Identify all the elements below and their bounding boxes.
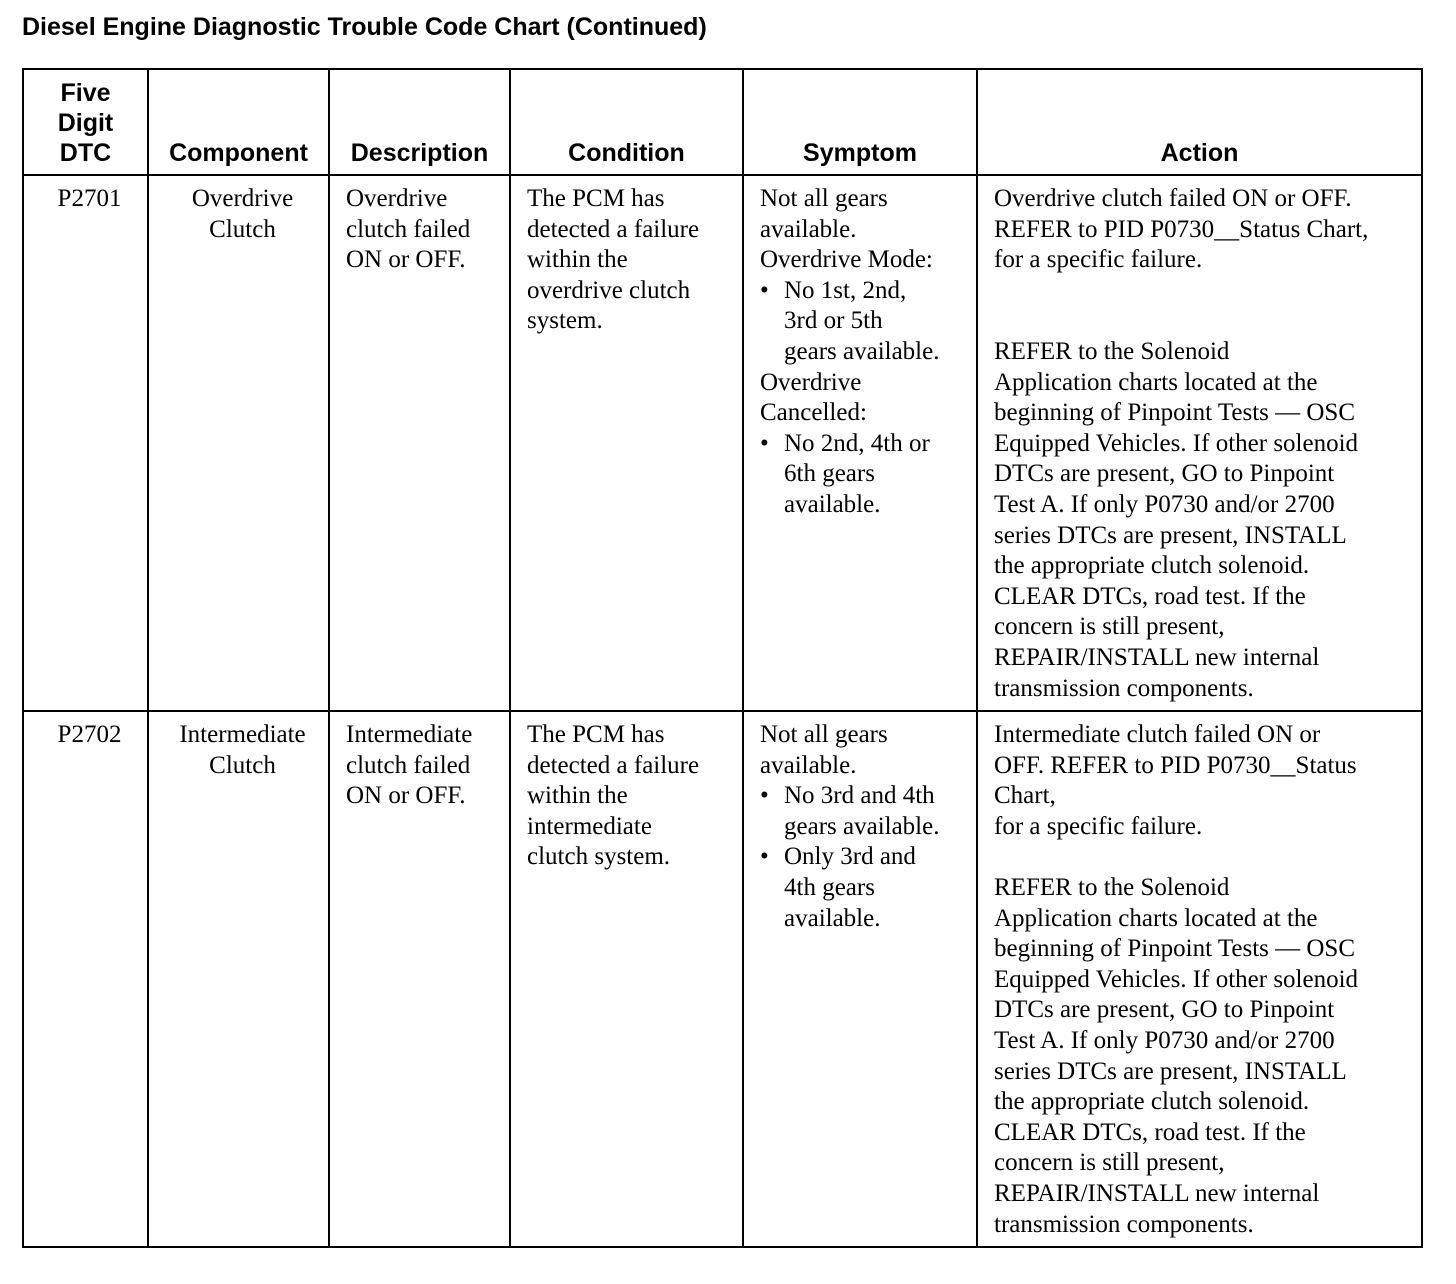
condition-cell: The PCM has detected a failure within the overdrive clutch system. xyxy=(510,175,743,711)
condition-cell: The PCM has detected a failure within the intermediate clutch system. xyxy=(510,711,743,1247)
component-cell: Intermediate Clutch xyxy=(148,711,329,1247)
header-symptom: Symptom xyxy=(743,69,977,175)
header-description: Description xyxy=(329,69,510,175)
dtc-cell: P2702 xyxy=(23,711,148,1247)
action-cell: Overdrive clutch failed ON or OFF. REFER to PID P0730__Status Chart, for a specific failure. REFER to the Solenoid Application charts located at the beginning of Pinpoint Tests — OSC Equipped Vehicles. If other solenoid DTCs are present, GO to Pinpoint Test A. If only P0730 and/or 2700 series DTCs are present, INSTALL the appropriate clutch solenoid. CLEAR DTCs, road test. If the concern is still present, REPAIR/INSTALL new internal transmission components. xyxy=(977,175,1422,711)
header-action: Action xyxy=(977,69,1422,175)
action-cell: Intermediate clutch failed ON or OFF. REFER to PID P0730__Status Chart, for a specific failure. REFER to the Solenoid Application charts located at the beginning of Pinpoint Tests — OSC Equipped Vehicles. If other solenoid DTCs are present, GO to Pinpoint Test A. If only P0730 and/or 2700 series DTCs are present, INSTALL the appropriate clutch solenoid. CLEAR DTCs, road test. If the concern is still present, REPAIR/INSTALL new internal transmission components. xyxy=(977,711,1422,1247)
table-row xyxy=(23,175,1422,711)
bullet-icon: • xyxy=(760,276,769,304)
table-header-row xyxy=(23,69,1422,175)
bullet-icon: • xyxy=(760,429,769,457)
bullet-icon: • xyxy=(760,843,769,871)
symptom-cell: Not all gears available. • No 3rd and 4th gears available. • Only 3rd and 4th gears available. xyxy=(743,711,977,1247)
table-row xyxy=(23,711,1422,1247)
description-cell: Intermediate clutch failed ON or OFF. xyxy=(329,711,510,1247)
bullet-icon: • xyxy=(760,782,769,810)
symptom-bullet-item: • No 2nd, 4th or 6th gears available. xyxy=(760,429,930,518)
header-dtc: Five Digit DTC xyxy=(23,69,148,175)
symptom-cell: Not all gears available. Overdrive Mode: • No 1st, 2nd, 3rd or 5th gears available. Overdrive Cancelled: • No 2nd, 4th or 6th gears available. xyxy=(743,175,977,711)
symptom-bullet-item: • Only 3rd and 4th gears available. xyxy=(760,843,916,932)
header-component: Component xyxy=(148,69,329,175)
header-condition: Condition xyxy=(510,69,743,175)
description-cell: Overdrive clutch failed ON or OFF. xyxy=(329,175,510,711)
dtc-cell: P2701 xyxy=(23,175,148,711)
page-title: Diesel Engine Diagnostic Trouble Code Chart (Continued) xyxy=(22,13,707,41)
symptom-bullet-item: • No 1st, 2nd, 3rd or 5th gears available. xyxy=(760,276,940,365)
symptom-bullet-item: • No 3rd and 4th gears available. xyxy=(760,782,940,840)
dtc-table xyxy=(22,68,1423,1248)
component-cell: Overdrive Clutch xyxy=(148,175,329,711)
